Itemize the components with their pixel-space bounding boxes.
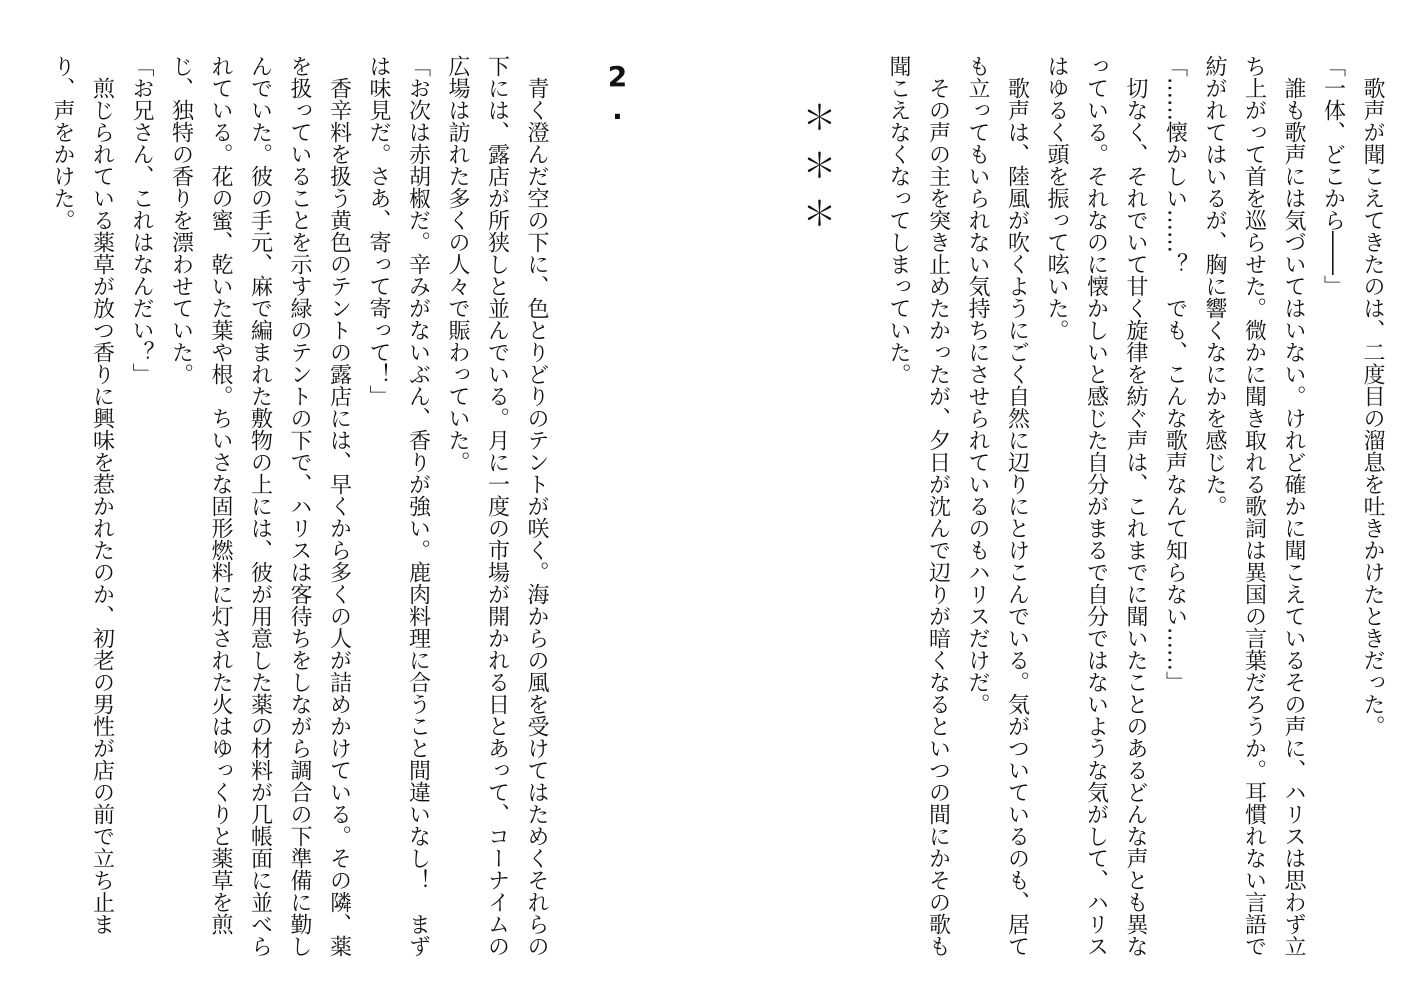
text-line: 誰も歌声には気づいてはいない。けれど確かに聞こえているその声に、ハリスは思わず立 <box>1281 77 1306 957</box>
text-line: り、声をかけた。 <box>50 55 75 231</box>
text-line: も立ってもいられない気持ちにさせられているのもハリスだけだ。 <box>965 55 990 715</box>
text-line: 「お兄さん、これはなんだい？」 <box>129 55 154 385</box>
text-line: 香辛料を扱う黄色のテントの露店には、早くから多くの人が詰めかけている。その隣、薬 <box>326 77 352 957</box>
text-line: じ、独特の香りを漂わせていた。 <box>168 55 194 385</box>
text-line: 聞こえなくなってしまっていた。 <box>886 55 911 385</box>
text-line: 歌声は、陸風が吹くようにごく自然に辺りにとけこんでいる。気がついているのも、居て <box>1004 77 1030 957</box>
text-line: 「……懐かしい……？ でも、こんな歌声なんて知らない……」 <box>1162 55 1188 693</box>
text-line: は味見だ。さあ、寄って寄って！」 <box>366 55 391 407</box>
text-line: 下には、露店が所狭しと並んでいる。月に一度の市場が開かれる日とあって、コーナイムの <box>484 55 510 957</box>
text-line: 広場は訪れた多くの人々で賑わっていた。 <box>445 55 470 473</box>
text-line: 青く澄んだ空の下に、色とりどりのテントが咲く。海からの風を受けてはためくそれらの <box>524 77 549 957</box>
left-page-text <box>43 55 557 957</box>
text-line: 「一体、どこから――」 <box>1320 55 1346 297</box>
text-line: 「お次は赤胡椒だ。辛みがないぶん、香りが強い。鹿肉料理に合うこと間違いなし！ まず <box>405 55 431 957</box>
text-line: 紡がれてはいるが、胸に響くなにかを感じた。 <box>1202 55 1227 517</box>
text-line: 歌声が聞こえてきたのは、二度目の溜息を吐きかけたときだった。 <box>1360 77 1385 737</box>
text-line: その声の主を突き止めたかったが、夕日が沈んで辺りが暗くなるといつの間にかその歌も <box>925 77 951 957</box>
section-heading: 2. <box>601 60 634 126</box>
scene-separator: ＊＊＊ <box>796 100 836 244</box>
text-line: ち上がって首を巡らせた。微かに聞き取れる歌詞は異国の言葉だろうか。耳慣れない言語で <box>1241 55 1267 957</box>
text-line: はゆるく頭を振って呟いた。 <box>1044 55 1069 341</box>
text-line: んでいた。彼の手元、麻で編まれた敷物の上には、彼が用意した薬の材料が几帳面に並べら <box>247 55 273 957</box>
text-line: 煎じられている薬草が放つ香りに興味を惹かれたのか、初老の男性が店の前で立ち止ま <box>89 77 115 935</box>
text-line: 切なく、それでいて甘く旋律を紡ぐ声は、これまでに聞いたことのあるどんな声とも異な <box>1123 77 1148 957</box>
text-line: れている。花の蜜、乾いた葉や根。ちいさな固形燃料に灯された火はゆっくりと薬草を煎 <box>208 55 233 935</box>
text-line: っている。それなのに懐かしいと感じた自分がまるで自分ではないような気がして、ハリス <box>1083 55 1109 957</box>
right-page-text <box>879 55 1393 957</box>
text-line: を扱っていることを示す緑のテントの下で、ハリスは客待ちをしながら調合の下準備に勤し <box>287 55 312 957</box>
